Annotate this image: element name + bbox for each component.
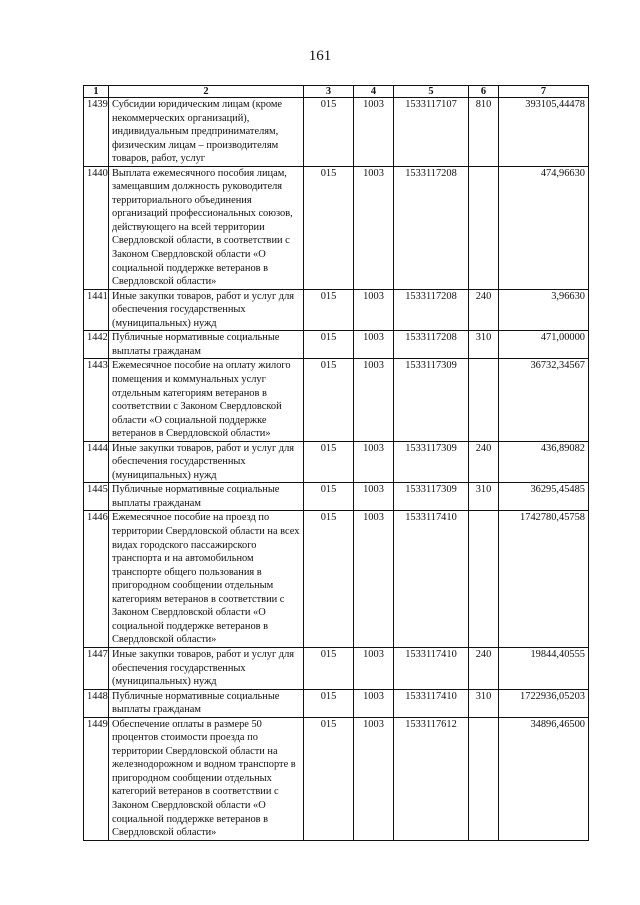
table-row <box>84 98 589 167</box>
row-description: Публичные нормативные социальные выплаты гражданам <box>109 331 304 359</box>
column-header: 5 <box>394 86 469 98</box>
row-description: Ежемесячное пособие на проезд по территории Свердловской области на всех видах городского пассажирского транспорта и на автомобильном транспорте общего пользования в пригородном сообщении отдельным категориям ветеранов в соответствии с Законом Свердловской области «О социальной поддержке ветеранов в Свердловской области» <box>109 511 304 648</box>
row-target-article: 1533117309 <box>394 483 469 511</box>
row-amount: 471,00000 <box>499 331 589 359</box>
row-section-code: 1003 <box>354 647 394 689</box>
row-amount: 36295,45485 <box>499 483 589 511</box>
header-row <box>84 86 589 98</box>
row-target-article: 1533117410 <box>394 511 469 648</box>
row-description: Выплата ежемесячного пособия лицам, замещавшим должность руководителя территориального объединения организаций профессиональных союзов, действующего на всей территории Свердловской области, в соответствии с Законом Свердловской области «О социальной поддержке ветеранов в Свердловской области» <box>109 166 304 289</box>
table-row <box>84 647 589 689</box>
row-number: 1441 <box>84 289 109 331</box>
row-ministry-code: 015 <box>304 331 354 359</box>
row-number: 1448 <box>84 689 109 717</box>
row-number: 1446 <box>84 511 109 648</box>
row-ministry-code: 015 <box>304 689 354 717</box>
row-description: Иные закупки товаров, работ и услуг для обеспечения государственных (муниципальных) нужд <box>109 289 304 331</box>
budget-table <box>83 85 589 841</box>
row-expense-type: 240 <box>469 289 499 331</box>
row-expense-type: 310 <box>469 689 499 717</box>
column-header: 2 <box>109 86 304 98</box>
row-target-article: 1533117410 <box>394 647 469 689</box>
row-section-code: 1003 <box>354 166 394 289</box>
row-ministry-code: 015 <box>304 647 354 689</box>
row-ministry-code: 015 <box>304 98 354 167</box>
row-amount: 1722936,05203 <box>499 689 589 717</box>
row-expense-type: 310 <box>469 483 499 511</box>
row-description: Обеспечение оплаты в размере 50 процентов стоимости проезда по территории Свердловской области на железнодорожном и водном транспорте в пригородном сообщении отдельных категорий ветеранов в соответствии с Законом Свердловской области «О социальной поддержке ветеранов в Свердловской области» <box>109 717 304 840</box>
table-row <box>84 717 589 840</box>
row-amount: 436,89082 <box>499 441 589 483</box>
row-description: Публичные нормативные социальные выплаты гражданам <box>109 483 304 511</box>
row-amount: 1742780,45758 <box>499 511 589 648</box>
row-number: 1443 <box>84 359 109 441</box>
row-ministry-code: 015 <box>304 289 354 331</box>
row-description: Иные закупки товаров, работ и услуг для обеспечения государственных (муниципальных) нужд <box>109 441 304 483</box>
row-ministry-code: 015 <box>304 483 354 511</box>
row-target-article: 1533117410 <box>394 689 469 717</box>
row-number: 1439 <box>84 98 109 167</box>
column-header: 1 <box>84 86 109 98</box>
row-ministry-code: 015 <box>304 441 354 483</box>
table-row <box>84 166 589 289</box>
row-expense-type: 310 <box>469 331 499 359</box>
row-number: 1449 <box>84 717 109 840</box>
row-section-code: 1003 <box>354 511 394 648</box>
column-header: 4 <box>354 86 394 98</box>
row-expense-type <box>469 359 499 441</box>
column-header: 6 <box>469 86 499 98</box>
row-target-article: 1533117208 <box>394 166 469 289</box>
page-number: 161 <box>308 48 332 64</box>
row-ministry-code: 015 <box>304 359 354 441</box>
row-number: 1447 <box>84 647 109 689</box>
row-expense-type <box>469 166 499 289</box>
row-target-article: 1533117309 <box>394 359 469 441</box>
row-number: 1440 <box>84 166 109 289</box>
row-ministry-code: 015 <box>304 166 354 289</box>
table-row <box>84 689 589 717</box>
row-section-code: 1003 <box>354 98 394 167</box>
column-header: 3 <box>304 86 354 98</box>
table-row <box>84 511 589 648</box>
table-row <box>84 483 589 511</box>
row-description: Субсидии юридическим лицам (кроме некоммерческих организаций), индивидуальным предпринимателям, физическим лицам – производителям товаров, работ, услуг <box>109 98 304 167</box>
row-section-code: 1003 <box>354 359 394 441</box>
row-description: Ежемесячное пособие на оплату жилого помещения и коммунальных услуг отдельным категориям ветеранов в соответствии с Законом Свердловской области «О социальной поддержке ветеранов в Свердловской области» <box>109 359 304 441</box>
row-expense-type <box>469 717 499 840</box>
row-amount: 34896,46500 <box>499 717 589 840</box>
row-amount: 36732,34567 <box>499 359 589 441</box>
row-expense-type: 240 <box>469 441 499 483</box>
row-number: 1442 <box>84 331 109 359</box>
row-section-code: 1003 <box>354 717 394 840</box>
row-target-article: 1533117208 <box>394 289 469 331</box>
row-number: 1444 <box>84 441 109 483</box>
row-amount: 3,96630 <box>499 289 589 331</box>
row-section-code: 1003 <box>354 331 394 359</box>
row-target-article: 1533117208 <box>394 331 469 359</box>
row-expense-type: 810 <box>469 98 499 167</box>
row-description: Публичные нормативные социальные выплаты гражданам <box>109 689 304 717</box>
row-amount: 19844,40555 <box>499 647 589 689</box>
table-row <box>84 359 589 441</box>
table-row <box>84 331 589 359</box>
row-section-code: 1003 <box>354 689 394 717</box>
column-header: 7 <box>499 86 589 98</box>
row-amount: 393105,44478 <box>499 98 589 167</box>
row-target-article: 1533117612 <box>394 717 469 840</box>
row-expense-type <box>469 511 499 648</box>
row-target-article: 1533117107 <box>394 98 469 167</box>
row-description: Иные закупки товаров, работ и услуг для обеспечения государственных (муниципальных) нужд <box>109 647 304 689</box>
row-number: 1445 <box>84 483 109 511</box>
table-row <box>84 441 589 483</box>
row-section-code: 1003 <box>354 483 394 511</box>
table-row <box>84 289 589 331</box>
row-amount: 474,96630 <box>499 166 589 289</box>
row-expense-type: 240 <box>469 647 499 689</box>
row-target-article: 1533117309 <box>394 441 469 483</box>
row-ministry-code: 015 <box>304 511 354 648</box>
row-ministry-code: 015 <box>304 717 354 840</box>
row-section-code: 1003 <box>354 289 394 331</box>
row-section-code: 1003 <box>354 441 394 483</box>
